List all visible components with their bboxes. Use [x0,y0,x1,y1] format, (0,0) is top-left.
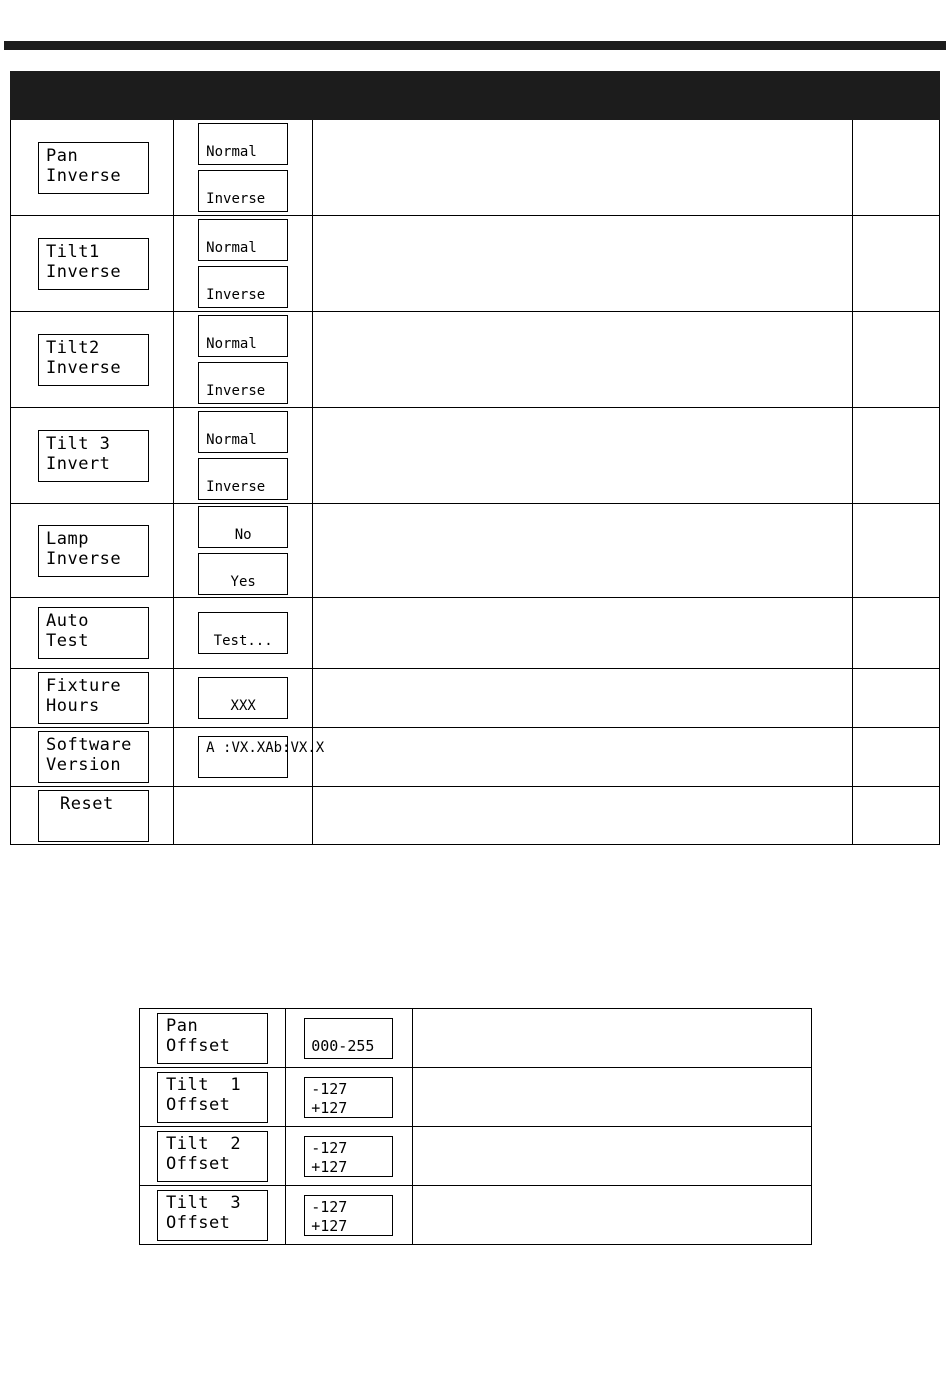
header-rule [4,41,946,50]
notes-cell [852,787,939,845]
table-row [140,1068,812,1127]
option-normal: Normal [198,315,288,357]
description-cell [313,312,853,408]
menu-display-reset: Reset [38,790,149,842]
offset-table [139,1008,812,1245]
table-row [140,1127,812,1186]
description-cell [313,728,853,787]
notes-cell [852,669,939,728]
offset-range-value: -127 +127 [304,1136,393,1177]
option-normal: Normal [198,123,288,165]
notes-cell [852,408,939,504]
table-row [11,504,940,598]
notes-cell [852,728,939,787]
description-cell [313,120,853,216]
notes-cell [852,598,939,669]
option-inverse: Inverse [198,362,288,404]
offset-display-tilt3: Tilt 3 Offset [157,1190,268,1241]
offset-range-value: -127 +127 [304,1195,393,1236]
option-inverse: Inverse [198,458,288,500]
menu-display-fixture-hours: Fixture Hours [38,672,149,724]
table-row [11,216,940,312]
notes-cell [852,504,939,598]
menu-display-lamp-inverse: Lamp Inverse [38,525,149,577]
description-cell [413,1127,812,1186]
table-row [11,312,940,408]
table-header-row [11,72,940,120]
offset-display-tilt1: Tilt 1 Offset [157,1072,268,1123]
table-row [11,728,940,787]
table-row [11,669,940,728]
option-inverse: Inverse [198,266,288,308]
table-row [11,787,940,845]
description-cell [413,1068,812,1127]
option-normal: Normal [198,219,288,261]
notes-cell [852,216,939,312]
notes-cell [852,120,939,216]
table-row [11,408,940,504]
description-cell [313,504,853,598]
table-row [11,120,940,216]
offset-range-value: 000-255 [304,1018,393,1059]
table-row [11,598,940,669]
header-cell [313,72,853,120]
menu-display-pan-inverse: Pan Inverse [38,142,149,194]
menu-table [10,71,940,845]
option-cell-empty [174,787,313,845]
offset-display-pan: Pan Offset [157,1013,268,1064]
header-cell [852,72,939,120]
option-yes: Yes [198,553,288,595]
option-no: No [198,506,288,548]
option-inverse: Inverse [198,170,288,212]
description-cell [413,1009,812,1068]
description-cell [313,598,853,669]
menu-display-software-version: Software Version [38,731,149,783]
description-cell [313,216,853,312]
header-cell [11,72,174,120]
menu-display-auto-test: Auto Test [38,607,149,659]
description-cell [313,408,853,504]
menu-display-tilt2-inverse: Tilt2 Inverse [38,334,149,386]
description-cell [413,1186,812,1245]
header-cell [174,72,313,120]
menu-display-tilt3-invert: Tilt 3 Invert [38,430,149,482]
offset-range-value: -127 +127 [304,1077,393,1118]
description-cell [313,669,853,728]
option-version-values: A :VX.X Ab:VX.X [198,736,288,778]
option-test: Test... [198,612,288,654]
notes-cell [852,312,939,408]
option-normal: Normal [198,411,288,453]
option-hours-value: XXX [198,677,288,719]
offset-display-tilt2: Tilt 2 Offset [157,1131,268,1182]
table-row [140,1009,812,1068]
description-cell [313,787,853,845]
menu-display-tilt1-inverse: Tilt1 Inverse [38,238,149,290]
table-row [140,1186,812,1245]
